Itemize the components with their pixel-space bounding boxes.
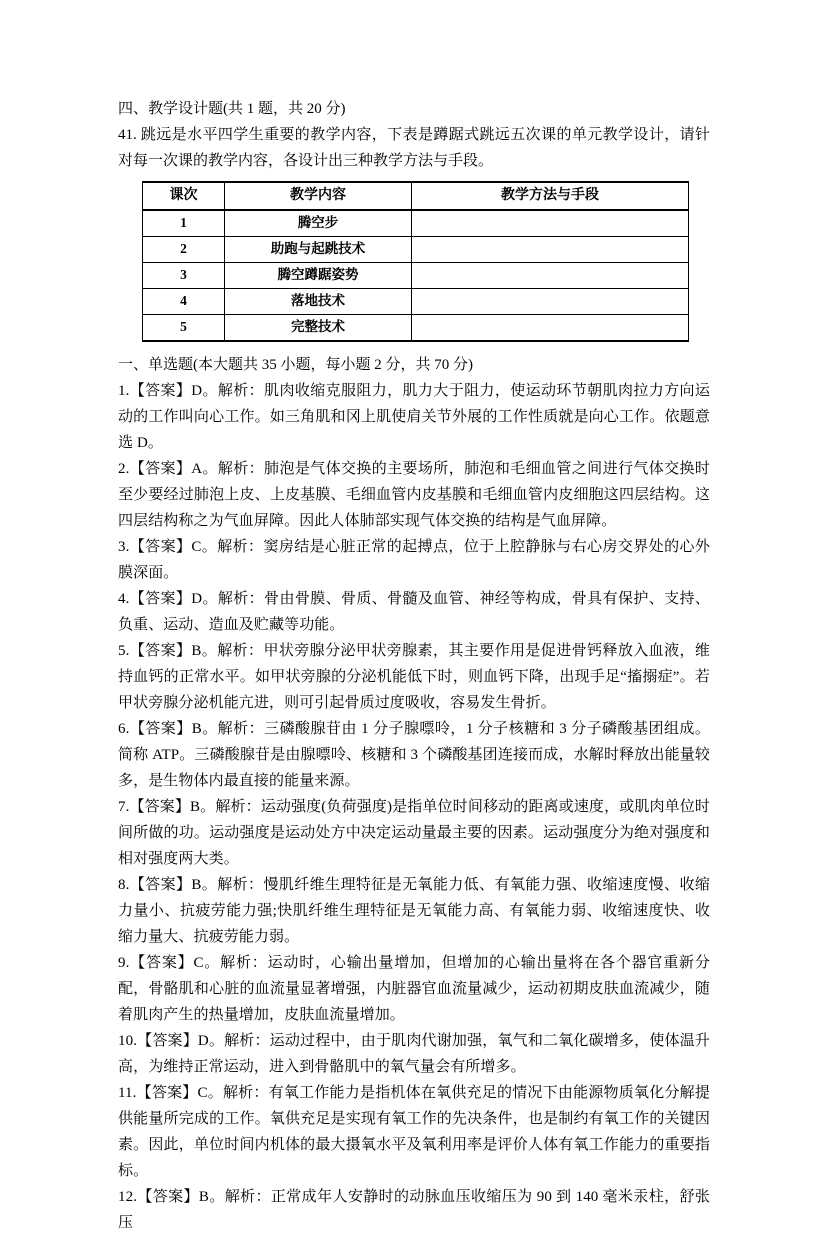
cell-methods-3[interactable] bbox=[412, 263, 689, 289]
answer-explanation-5: 5.【答案】B。解析：甲状旁腺分泌甲状旁腺素，其主要作用是促进骨钙释放入血液，维持血钙的正常水平。如甲状旁腺的分泌机能低下时，则血钙下降，出现手足“搐搦症”。若甲状旁腺分泌机能亢进，则可引起骨质过度吸收，容易发生骨折。 bbox=[118, 643, 710, 711]
cell-methods-5[interactable] bbox=[412, 315, 689, 342]
answer-explanation-11: 11.【答案】C。解析：有氧工作能力是指机体在氧供充足的情况下由能源物质氧化分解提供能量所完成的工作。氧供充足是实现有氧工作的先决条件，也是制约有氧工作的关键因素。因此，单位时间内机体的最大摄氧水平及氧利用率是评价人体有氧工作能力的重要指标。 bbox=[118, 1085, 710, 1179]
cell-methods-4[interactable] bbox=[412, 289, 689, 315]
section-heading-teaching-design: 四、教学设计题(共 1 题，共 20 分) bbox=[118, 101, 346, 117]
teaching-design-table-wrapper bbox=[118, 181, 710, 342]
column-header-methods: 教学方法与手段 bbox=[412, 182, 689, 210]
table-row bbox=[143, 315, 689, 342]
answer-explanation-1: 1.【答案】D。解析：肌肉收缩克服阻力，肌力大于阻力，使运动环节朝肌肉拉力方向运动的工作叫向心工作。如三角肌和冈上肌使肩关节外展的工作性质就是向心工作。依题意选 D。 bbox=[118, 383, 710, 451]
cell-lesson-3: 3 bbox=[143, 263, 225, 289]
cell-content-5: 完整技术 bbox=[225, 315, 412, 342]
section-heading-single-choice: 一、单选题(本大题共 35 小题，每小题 2 分，共 70 分) bbox=[118, 357, 473, 373]
table-row bbox=[143, 289, 689, 315]
cell-content-4: 落地技术 bbox=[225, 289, 412, 315]
answer-explanation-8: 8.【答案】B。解析：慢肌纤维生理特征是无氧能力低、有氧能力强、收缩速度慢、收缩力量小、抗疲劳能力强;快肌纤维生理特征是无氧能力高、有氧能力弱、收缩速度快、收缩力量大、抗疲劳能力弱。 bbox=[118, 877, 710, 945]
cell-lesson-2: 2 bbox=[143, 237, 225, 263]
cell-lesson-4: 4 bbox=[143, 289, 225, 315]
question-41-prompt: 41. 跳远是水平四学生重要的教学内容，下表是蹲踞式跳远五次课的单元教学设计，请针对每一次课的教学内容，各设计出三种教学方法与手段。 bbox=[118, 127, 710, 169]
page-content bbox=[118, 96, 710, 1236]
cell-content-2: 助跑与起跳技术 bbox=[225, 237, 412, 263]
answer-explanation-6: 6.【答案】B。解析：三磷酸腺苷由 1 分子腺嘌呤，1 分子核糖和 3 分子磷酸基团组成。简称 ATP。三磷酸腺苷是由腺嘌呤、核糖和 3 个磷酸基团连接而成，水解时释放出能量较多，是生物体内最直接的能量来源。 bbox=[118, 721, 710, 789]
teaching-design-table bbox=[142, 181, 689, 342]
answer-explanation-7: 7.【答案】B。解析：运动强度(负荷强度)是指单位时间移动的距离或速度，或肌肉单位时间所做的功。运动强度是运动处方中决定运动量最主要的因素。运动强度分为绝对强度和相对强度两大类。 bbox=[118, 799, 710, 867]
cell-methods-1[interactable] bbox=[412, 210, 689, 237]
cell-content-1: 腾空步 bbox=[225, 210, 412, 237]
answer-explanation-9: 9.【答案】C。解析：运动时，心输出量增加，但增加的心输出量将在各个器官重新分配，骨骼肌和心脏的血流量显著增强，内脏器官血流量减少，运动初期皮肤血流减少，随着肌肉产生的热量增加，皮肤血流量增加。 bbox=[118, 955, 710, 1023]
answer-explanation-10: 10.【答案】D。解析：运动过程中，由于肌肉代谢加强，氧气和二氧化碳增多，使体温升高，为维持正常运动，进入到骨骼肌中的氧气量会有所增多。 bbox=[118, 1033, 710, 1075]
column-header-lesson: 课次 bbox=[143, 182, 225, 210]
answer-explanation-3: 3.【答案】C。解析：窦房结是心脏正常的起搏点，位于上腔静脉与右心房交界处的心外膜深面。 bbox=[118, 539, 710, 581]
table-row bbox=[143, 210, 689, 237]
cell-methods-2[interactable] bbox=[412, 237, 689, 263]
answer-explanation-4: 4.【答案】D。解析：骨由骨膜、骨质、骨髓及血管、神经等构成，骨具有保护、支持、负重、运动、造血及贮藏等功能。 bbox=[118, 591, 710, 633]
table-header-row bbox=[143, 182, 689, 210]
answers-section bbox=[118, 352, 710, 1236]
answer-explanation-2: 2.【答案】A。解析：肺泡是气体交换的主要场所，肺泡和毛细血管之间进行气体交换时至少要经过肺泡上皮、上皮基膜、毛细血管内皮基膜和毛细血管内皮细胞这四层结构。这四层结构称之为气血屏障。因此人体肺部实现气体交换的结构是气血屏障。 bbox=[118, 461, 710, 529]
column-header-content: 教学内容 bbox=[225, 182, 412, 210]
table-row bbox=[143, 263, 689, 289]
cell-lesson-1: 1 bbox=[143, 210, 225, 237]
table-row bbox=[143, 237, 689, 263]
cell-lesson-5: 5 bbox=[143, 315, 225, 342]
cell-content-3: 腾空蹲踞姿势 bbox=[225, 263, 412, 289]
answer-explanation-12: 12.【答案】B。解析：正常成年人安静时的动脉血压收缩压为 90 到 140 毫米汞柱，舒张压 bbox=[118, 1189, 710, 1231]
